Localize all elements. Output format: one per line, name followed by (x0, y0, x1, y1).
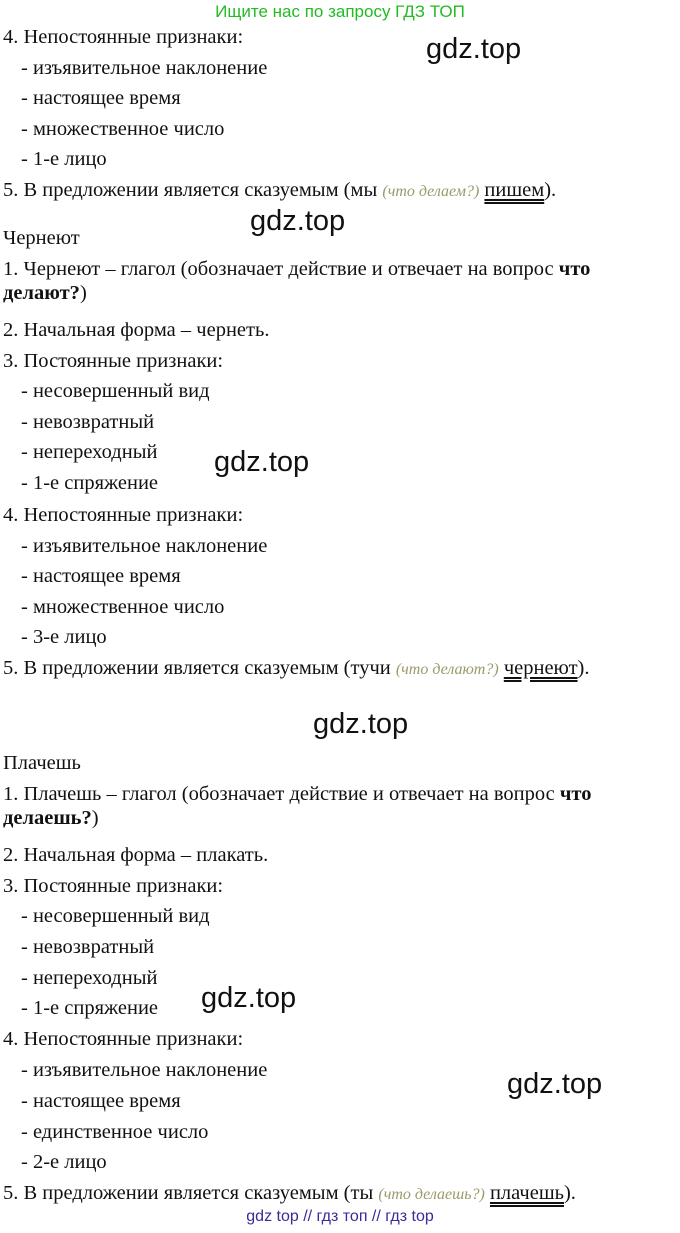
s3-word-heading: Плачешь (3, 752, 81, 774)
s3-sentence-role: 5. В предложении является сказуемым (ты (что делаешь?) плачешь). (3, 1182, 576, 1204)
s3-part-of-speech: 1. Плачешь – глагол (обозначает действие и отвечает на вопрос что делаешь?) (3, 783, 592, 829)
footer-links[interactable]: gdz top // гдз топ // гдз top (246, 1208, 434, 1225)
s2-constant-item: - невозвратный (21, 411, 155, 433)
s2-constant-item: - несовершенный вид (21, 380, 210, 402)
s1-non-constant-title: 4. Непостоянные признаки: (3, 26, 244, 48)
predicate-word: плачешь (489, 1182, 564, 1204)
s3-non-constant-title: 4. Непостоянные признаки: (3, 1028, 244, 1050)
s2-part-of-speech: 1. Чернеют – глагол (обозначает действие и отвечает на вопрос что делают?) (3, 258, 591, 304)
s3-non-constant-item: - единственное число (21, 1121, 209, 1143)
question-hint: (что делаем?) (382, 183, 480, 200)
search-banner[interactable]: Ищите нас по запросу ГДЗ ТОП (215, 2, 465, 21)
s3-non-constant-item: - настоящее время (21, 1090, 181, 1112)
s2-non-constant-title: 4. Непостоянные признаки: (3, 504, 244, 526)
s3-constant-item: - невозвратный (21, 936, 155, 958)
s1-non-constant-item: - изъявительное наклонение (21, 57, 268, 79)
question-hint: (что делают?) (395, 661, 499, 678)
s3-non-constant-item: - 2-е лицо (21, 1151, 107, 1173)
s3-constant-item: - несовершенный вид (21, 905, 210, 927)
s1-non-constant-item: - 1-е лицо (21, 148, 107, 170)
s2-word-heading: Чернеют (3, 227, 80, 249)
s2-non-constant-item: - множественное число (21, 596, 225, 618)
s2-initial-form: 2. Начальная форма – чернеть. (3, 319, 270, 341)
s2-non-constant-item: - 3-е лицо (21, 626, 107, 648)
watermark: gdz.top (507, 1068, 603, 1100)
s1-non-constant-item: - настоящее время (21, 87, 181, 109)
watermark: gdz.top (313, 708, 409, 740)
s3-constant-item: - 1-е спряжение (21, 997, 159, 1019)
s3-constant-title: 3. Постоянные признаки: (3, 875, 224, 897)
predicate-word: пишем (484, 179, 545, 201)
s2-constant-item: - непереходный (21, 441, 158, 463)
watermark: gdz.top (214, 446, 310, 478)
s1-sentence-role: 5. В предложении является сказуемым (мы (что делаем?) пишем). (3, 179, 557, 201)
s2-constant-item: - 1-е спряжение (21, 472, 159, 494)
s2-constant-title: 3. Постоянные признаки: (3, 350, 224, 372)
s3-initial-form: 2. Начальная форма – плакать. (3, 844, 269, 866)
s1-non-constant-item: - множественное число (21, 118, 225, 140)
s2-sentence-role: 5. В предложении является сказуемым (тучи (что делают?) чернеют). (3, 657, 590, 679)
s2-non-constant-item: - изъявительное наклонение (21, 535, 268, 557)
predicate-word: чернеют (503, 657, 578, 679)
watermark: gdz.top (201, 982, 297, 1014)
s3-non-constant-item: - изъявительное наклонение (21, 1059, 268, 1081)
s2-non-constant-item: - настоящее время (21, 565, 181, 587)
watermark: gdz.top (426, 33, 522, 65)
question-hint: (что делаешь?) (378, 1186, 485, 1203)
watermark: gdz.top (250, 205, 346, 237)
s3-constant-item: - непереходный (21, 967, 158, 989)
